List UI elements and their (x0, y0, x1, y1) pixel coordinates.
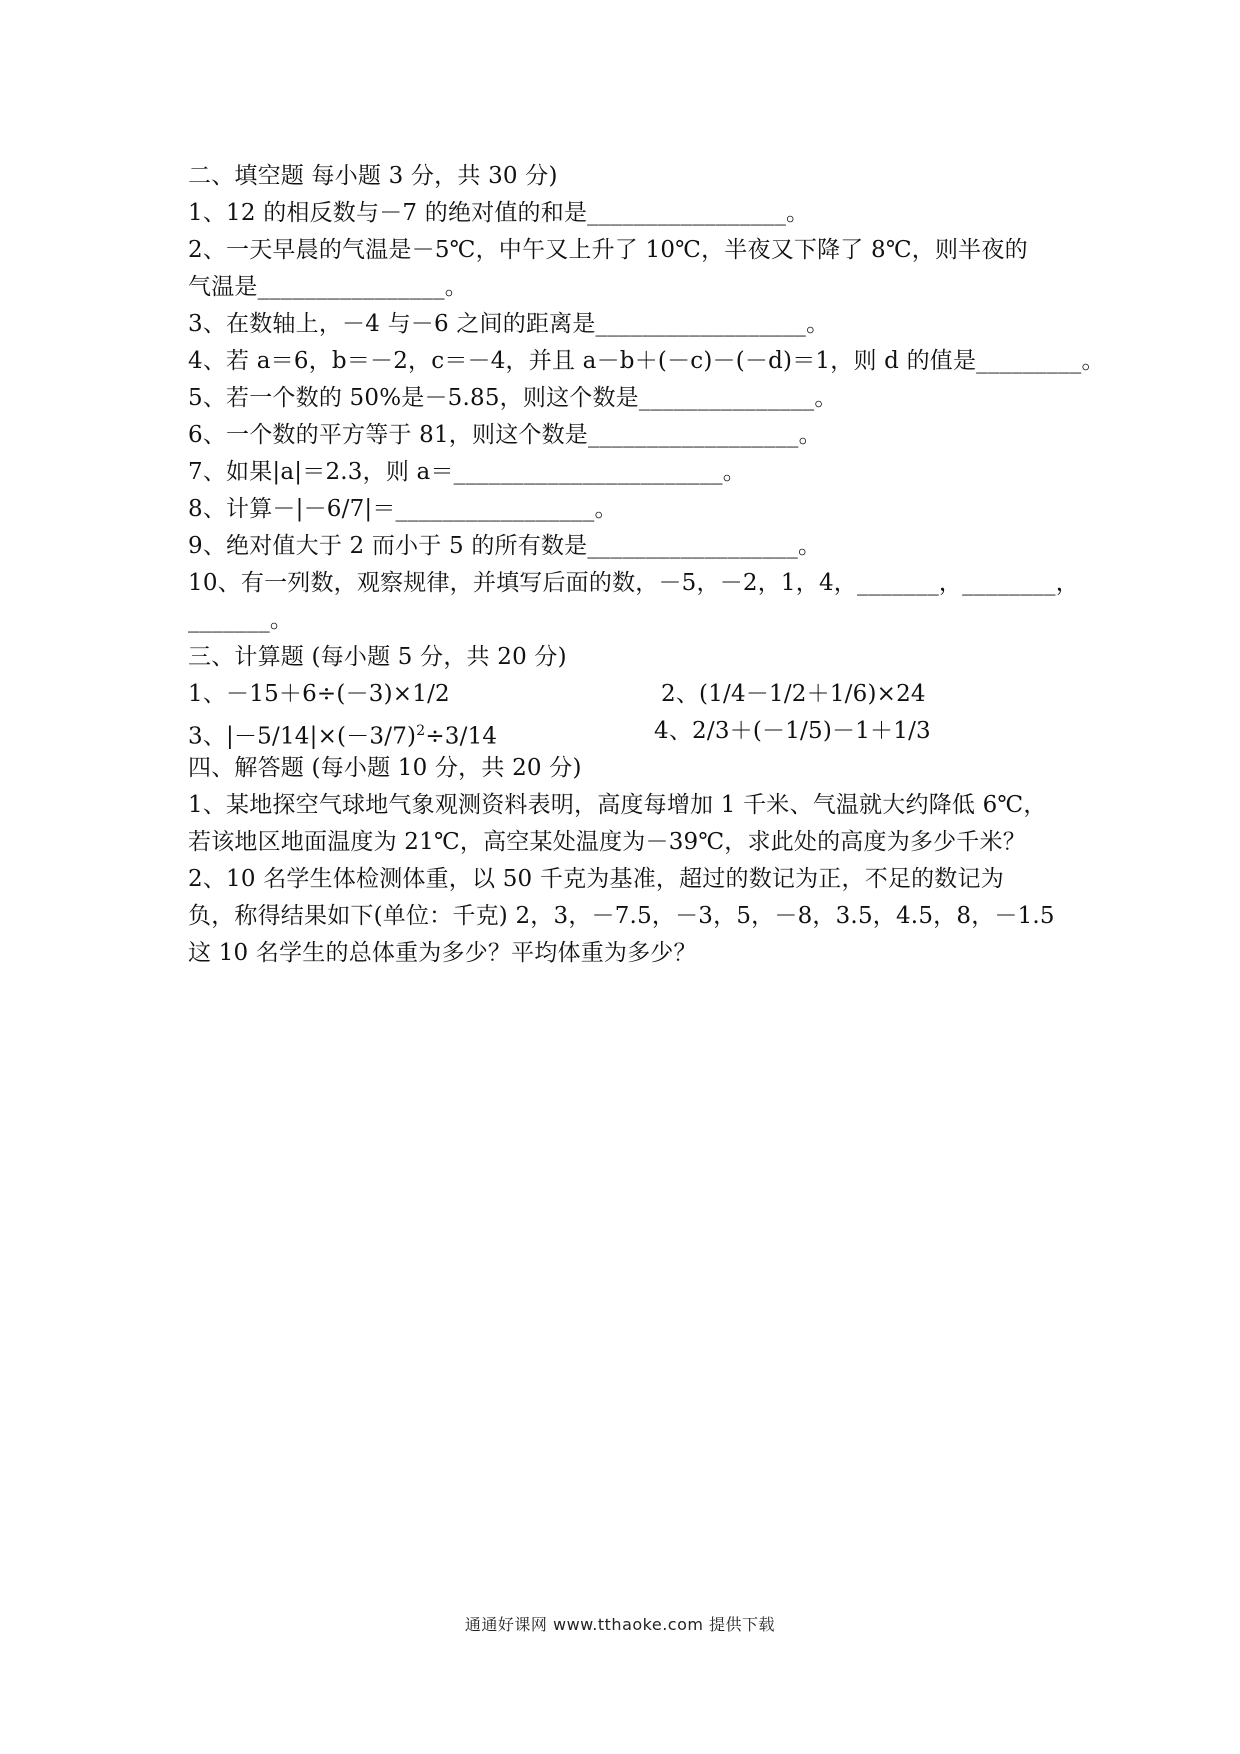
calc-row-1 (188, 676, 1068, 713)
fill-question-6: 6、一个数的平方等于 81，则这个数是__________________。 (188, 422, 822, 448)
section3-title: 三、计算题 (每小题 5 分，共 20 分) (188, 644, 567, 670)
fill-question-5: 5、若一个数的 50%是－5.85，则这个数是_______________。 (188, 385, 838, 411)
calc-question-3-suffix: ÷3/14 (425, 723, 498, 750)
fill-question-9: 9、绝对值大于 2 而小于 5 的所有数是__________________。 (188, 533, 822, 559)
answer-question-2-line3: 这 10 名学生的总体重为多少？平均体重为多少？ (188, 940, 697, 966)
calc-question-3-prefix: 3、|－5/14|×(－3/7) (188, 723, 417, 750)
calc-question-4: 4、2/3＋(－1/5)－1＋1/3 (654, 718, 931, 744)
answer-question-2-line2: 负，称得结果如下(单位：千克) 2，3，－7.5，－3，5，－8，3.5，4.5，8，－1.5 (188, 903, 1055, 929)
fill-question-10-line2: _______。 (188, 607, 294, 633)
calc-question-3-exponent: 2 (416, 723, 426, 739)
fill-question-3: 3、在数轴上，－4 与－6 之间的距离是__________________。 (188, 311, 830, 337)
footer-source: 通通好课网 www.tthaoke.com 提供下载 (464, 1615, 776, 1634)
fill-question-2-line1: 2、一天早晨的气温是－5℃，中午又上升了 10℃，半夜又下降了 8℃，则半夜的 (188, 237, 1028, 263)
fill-question-1: 1、12 的相反数与－7 的绝对值的和是_________________。 (188, 200, 810, 226)
fill-question-10-line1: 10、有一列数，观察规律，并填写后面的数，－5，－2，1，4，_______，________， (188, 570, 1079, 596)
answer-question-2-line1: 2、10 名学生体检测体重，以 50 千克为基准，超过的数记为正，不足的数记为 (188, 866, 1004, 892)
section4-title: 四、解答题 (每小题 10 分，共 20 分) (188, 755, 582, 781)
fill-question-2-line2: 气温是________________。 (188, 274, 468, 300)
calc-question-2: 2、(1/4－1/2＋1/6)×24 (661, 681, 926, 707)
fill-question-7: 7、如果|a|＝2.3，则 a＝_______________________。 (188, 459, 746, 485)
fill-question-4: 4、若 a＝6，b＝－2，c＝－4，并且 a－b＋(－c)－(－d)＝1，则 d 的值是_________。 (188, 348, 1105, 374)
calc-question-1: 1、－15＋6÷(－3)×1/2 (188, 681, 450, 707)
calc-question-3 (188, 713, 654, 750)
calc-row-2 (188, 713, 1068, 750)
answer-question-1-line2: 若该地区地面温度为 21℃，高空某处温度为－39℃，求此处的高度为多少千米？ (188, 829, 1026, 855)
section2-title: 二、填空题 每小题 3 分，共 30 分) (188, 163, 558, 189)
answer-question-1-line1: 1、某地探空气球地气象观测资料表明，高度每增加 1 千米、气温就大约降低 6℃， (188, 792, 1047, 818)
exam-content (188, 158, 1105, 972)
fill-question-8: 8、计算－|－6/7|＝_________________。 (188, 496, 618, 522)
